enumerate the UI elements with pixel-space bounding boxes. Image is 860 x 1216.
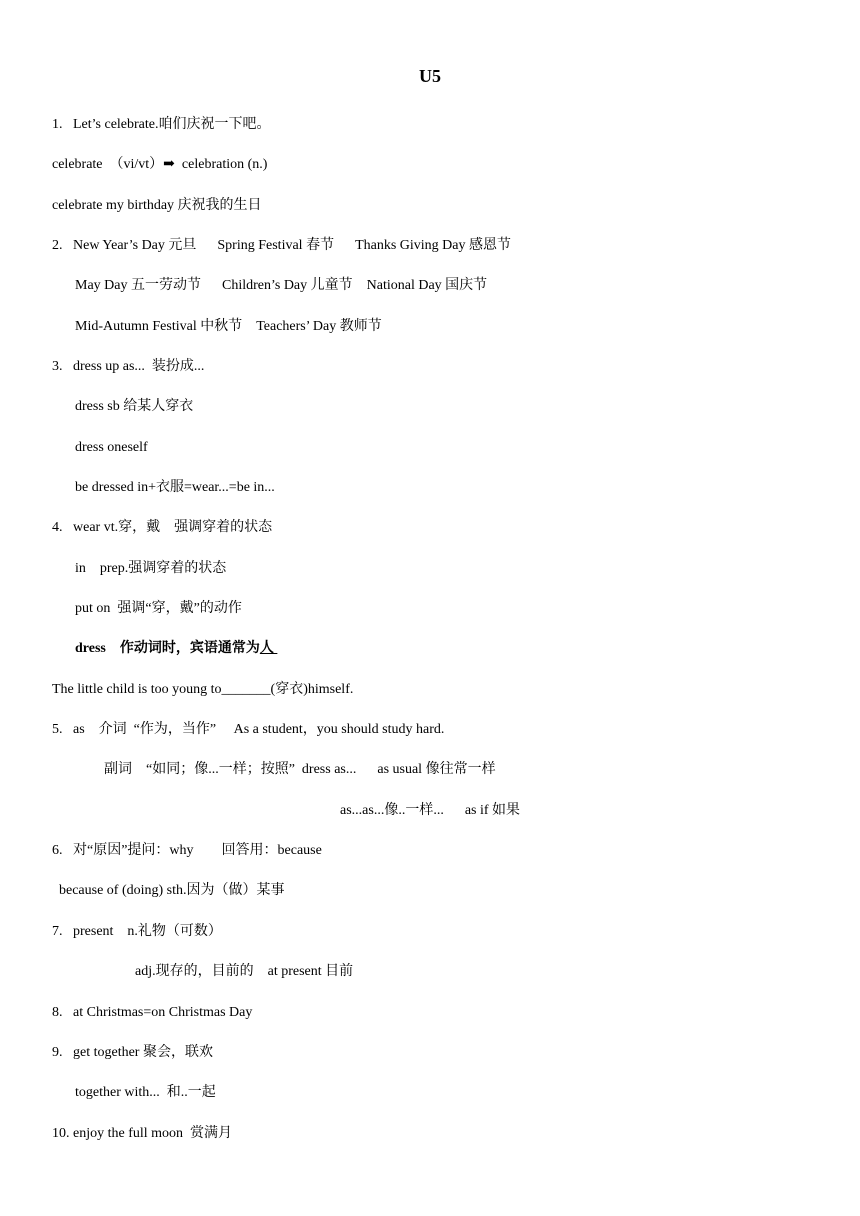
dress-oneself-line: dress oneself [75,440,148,455]
together-with-line: together with... 和..一起 [75,1085,216,1100]
put-on-line: put on 强调“穿，戴”的动作 [75,601,242,616]
item-6-line: 6. 对“原因”提问：why 回答用：because [52,843,322,858]
be-dressed-in-line: be dressed in+衣服=wear...=be in... [75,480,275,495]
as-adverb-line: 副词 “如同；像...一样；按照” dress as... as usual 像往常一样 [104,762,496,777]
holidays-line-2: May Day 五一劳动节 Children’s Day 儿童节 National Day 国庆节 [75,278,488,293]
page-title: U5 [419,66,441,86]
because-of-line: because of (doing) sth.因为（做）某事 [59,883,285,898]
item-4-line: 4. wear vt.穿，戴 强调穿着的状态 [52,520,273,535]
item-3-line: 3. dress up as... 装扮成... [52,359,205,374]
dress-note-text: dress 作动词时，宾语通常为 [75,641,260,656]
dress-note-underlined: 人 [259,641,278,656]
item-5-line: 5. as 介词 “作为，当作” As a student，you should study hard. [52,722,445,737]
as-as-line: as...as...像..一样... as if 如果 [340,803,521,818]
dress-sb-line: dress sb 给某人穿衣 [75,399,194,414]
present-adj-line: adj.现存的，目前的 at present 目前 [135,964,354,979]
holidays-line-3: Mid-Autumn Festival 中秋节 Teachers’ Day 教师节 [75,319,382,334]
item-1-line: 1. Let’s celebrate.咱们庆祝一下吧。 [52,117,271,132]
celebrate-forms-line: celebrate （vi/vt）➡ celebration (n.) [52,157,268,172]
in-prep-line: in prep.强调穿着的状态 [75,561,227,576]
item-2-line: 2. New Year’s Day 元旦 Spring Festival 春节 Thanks Giving Day 感恩节 [52,238,511,253]
celebrate-example-line: celebrate my birthday 庆祝我的生日 [52,198,262,213]
item-8-line: 8. at Christmas=on Christmas Day [52,1005,253,1020]
item-10-line: 10. enjoy the full moon 赏满月 [52,1126,233,1141]
exercise-line: The little child is too young to_______(穿衣)himself. [52,682,354,697]
item-9-line: 9. get together 聚会，联欢 [52,1045,213,1060]
item-7-line: 7. present n.礼物（可数） [52,924,222,939]
dress-note-line [75,639,277,659]
